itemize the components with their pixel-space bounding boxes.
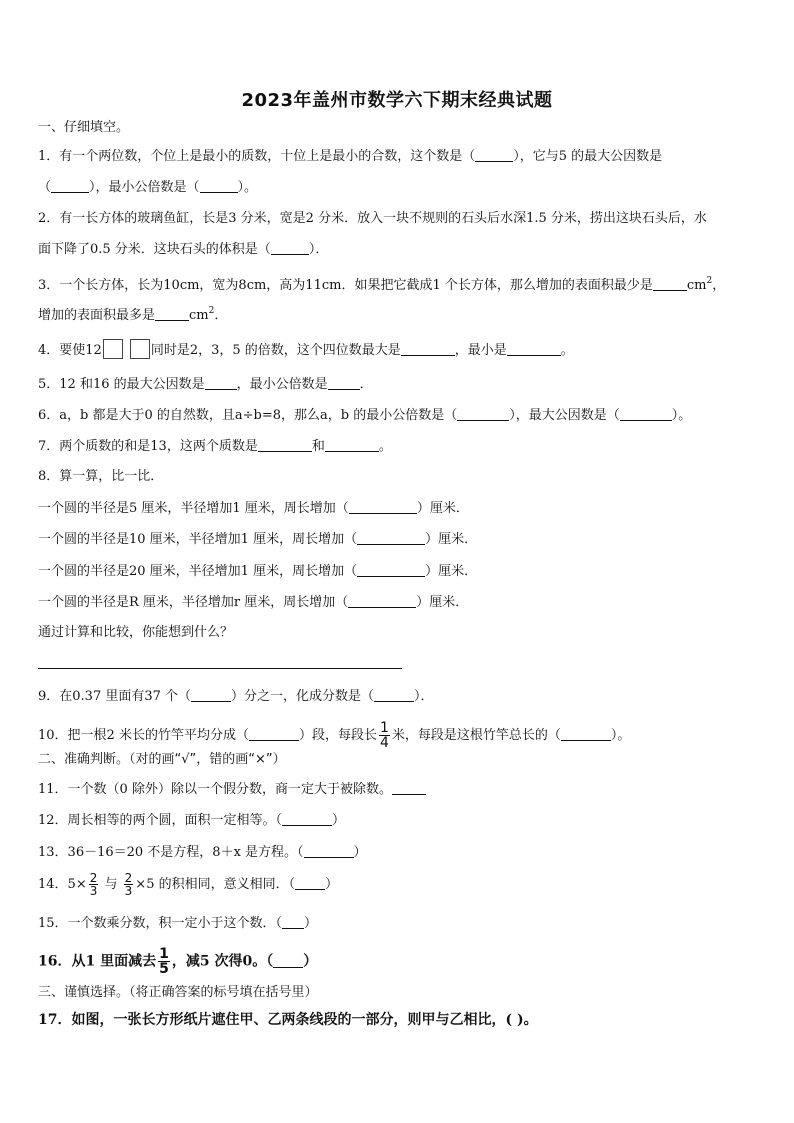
- q13-text-b: ）: [353, 845, 367, 860]
- q8-row-2-end: ）厘米．: [425, 532, 478, 547]
- q11-blank[interactable]: [392, 781, 426, 795]
- q14-fraction-1-numerator: 2: [89, 871, 98, 885]
- q5-text-a: 5．12 和16 的最大公因数是: [38, 377, 205, 392]
- q8-row-2-blank[interactable]: [357, 531, 425, 545]
- q8-answer-line[interactable]: [38, 668, 402, 669]
- question-6: [38, 407, 691, 424]
- question-15: [38, 915, 317, 932]
- question-7: [38, 438, 392, 455]
- q5-blank-1[interactable]: [205, 376, 237, 390]
- q10-text-b: ）段，每段长: [298, 728, 377, 743]
- q4-text-d: 。: [560, 343, 574, 358]
- question-2-line-1: 2．有一长方体的玻璃鱼缸，长是3 分米，宽是2 分米．放入一块不规则的石头后水深1.5 分米，捞出这块石头后，水: [38, 211, 707, 226]
- q12-text-b: ）: [332, 813, 346, 828]
- q4-text-b: 同时是2，3，5 的倍数，这个四位数最大是: [150, 343, 401, 358]
- q3-blank-1[interactable]: [653, 277, 687, 291]
- q8-row-3-end: ）厘米．: [425, 564, 478, 579]
- q14-text-d: ）: [325, 877, 339, 892]
- question-14: [38, 872, 338, 897]
- question-9: [38, 688, 434, 705]
- q16-text-b: ，减5 次得0。（: [171, 953, 274, 970]
- question-10: [38, 721, 630, 750]
- q8-row-3-text: 一个圆的半径是20 厘米，半径增加1 厘米，周长增加（: [38, 564, 358, 579]
- q4-digit-box-1[interactable]: [103, 339, 123, 359]
- q10-text-d: ）。: [610, 728, 631, 743]
- q1-blank-3[interactable]: [200, 179, 238, 193]
- q14-text-b: 与: [104, 877, 118, 892]
- q10-text-c: 米，每段是这根竹竿总长的（: [391, 728, 561, 743]
- q13-blank[interactable]: [304, 844, 354, 858]
- q10-blank-1[interactable]: [249, 727, 299, 741]
- q7-text-a: 7．两个质数的和是13，这两个质数是: [38, 439, 258, 454]
- q10-fraction: [379, 721, 390, 750]
- q1-text-e: ）。: [237, 180, 258, 195]
- q9-blank-1[interactable]: [191, 688, 231, 702]
- q16-fraction-numerator: 1: [159, 946, 169, 962]
- q15-text-a: 15．一个数乘分数，积一定小于这个数．（: [38, 916, 283, 931]
- q2-text-c: ）．: [308, 242, 329, 257]
- q7-blank-2[interactable]: [325, 438, 379, 452]
- q1-text-d: ），最小公倍数是（: [89, 180, 200, 195]
- question-8-row-4: [38, 594, 468, 611]
- q3-end: ．: [214, 308, 228, 323]
- q5-text-b: ，最小公倍数是: [236, 377, 328, 392]
- q8-row-1-end: ）厘米．: [416, 501, 469, 516]
- question-1-line-2: [38, 179, 257, 196]
- q16-text-a: 16．从1 里面减去: [38, 953, 157, 970]
- q3-comma: ，: [712, 278, 726, 293]
- question-8-ask: 通过计算和比较，你能想到什么？: [38, 625, 234, 640]
- q14-fraction-2-numerator: 2: [124, 871, 133, 885]
- q3-unit-2: cm: [189, 308, 209, 323]
- q1-blank-2[interactable]: [51, 179, 89, 193]
- q5-text-c: ．: [359, 377, 373, 392]
- q6-text-b: ），最大公因数是（: [509, 408, 620, 423]
- question-5: [38, 376, 373, 393]
- q6-blank-1[interactable]: [457, 407, 509, 421]
- section-heading-multiple-choice: 三、谨慎选择。（将正确答案的标号填在括号里）: [38, 985, 318, 1000]
- q15-blank[interactable]: [282, 915, 304, 929]
- q12-text-a: 12．周长相等的两个圆，面积一定相等。（: [38, 813, 283, 828]
- q4-text-c: ，最小是: [454, 343, 507, 358]
- q1-text-b: ），它与5 的最大公因数是: [513, 149, 663, 164]
- q15-text-b: ）: [304, 916, 318, 931]
- q1-blank-1[interactable]: [475, 148, 513, 162]
- question-2-line-2: [38, 241, 328, 258]
- question-8-row-3: [38, 563, 477, 580]
- question-3-line-1: [38, 273, 725, 294]
- q8-row-4-end: ）厘米．: [416, 595, 469, 610]
- q7-blank-1[interactable]: [258, 438, 312, 452]
- q4-text-a: 4．要使12: [38, 343, 102, 358]
- q14-fraction-1-denominator: 3: [89, 884, 98, 898]
- question-1-line-1: [38, 148, 662, 165]
- q3-unit-1: cm: [686, 278, 707, 293]
- q16-fraction: [158, 947, 170, 976]
- q16-blank[interactable]: [273, 954, 303, 968]
- section-heading-true-false: 二、准确判断。（对的画“√”，错的画“×”）: [38, 752, 286, 767]
- page-title: 2023年盖州市数学六下期末经典试题: [241, 90, 553, 111]
- q10-fraction-numerator: 1: [379, 720, 389, 736]
- q14-text-c: ×5 的积相同，意义相同．（: [135, 877, 296, 892]
- q8-row-4-text: 一个圆的半径是R 厘米，半径增加r 厘米，周长增加（: [38, 595, 349, 610]
- q6-text-c: ）。: [671, 408, 692, 423]
- q7-text-c: 。: [378, 439, 392, 454]
- question-16: [38, 947, 317, 976]
- q9-text-b: ）分之一，化成分数是（: [231, 689, 375, 704]
- q10-text-a: 10．把一根2 米长的竹竿平均分成（: [38, 728, 249, 743]
- q5-blank-2[interactable]: [328, 376, 360, 390]
- question-8-row-2: [38, 531, 477, 548]
- q14-text-a: 14．5×: [38, 877, 87, 892]
- q11-text: 11．一个数（0 除外）除以一个假分数，商一定大于被除数。: [38, 782, 392, 797]
- question-13: [38, 844, 367, 861]
- q8-row-3-blank[interactable]: [357, 563, 425, 577]
- q6-text-a: 6．a，b 都是大于0 的自然数，且a÷b=8，那么a，b 的最小公倍数是（: [38, 408, 458, 423]
- q13-text-a: 13．36－16＝20 不是方程，8＋x 是方程。（: [38, 845, 304, 860]
- q10-fraction-denominator: 4: [379, 735, 389, 751]
- q12-blank[interactable]: [282, 812, 332, 826]
- q14-fraction-1: [89, 872, 99, 897]
- q14-fraction-2: [124, 872, 134, 897]
- q9-blank-2[interactable]: [374, 688, 414, 702]
- question-3-line-2: [38, 303, 227, 324]
- q4-blank-1[interactable]: [401, 342, 455, 356]
- q10-blank-2[interactable]: [561, 727, 611, 741]
- q9-text-a: 9．在0.37 里面有37 个（: [38, 689, 192, 704]
- q2-text-b: 面下降了0.5 分米．这块石头的体积是（: [38, 242, 271, 257]
- q3-sup-1: 2: [706, 276, 713, 286]
- q14-blank[interactable]: [295, 876, 325, 890]
- q2-blank[interactable]: [271, 241, 309, 255]
- q3-text-b: 增加的表面积最多是: [38, 308, 156, 323]
- q8-row-1-text: 一个圆的半径是5 厘米，半径增加1 厘米，周长增加（: [38, 501, 349, 516]
- q9-text-c: ）．: [414, 689, 434, 704]
- question-4: [38, 339, 574, 359]
- q3-text-a: 3．一个长方体，长为10cm，宽为8cm，高为11cm．如果把它截成1 个长方体，那么增加的表面积最少是: [38, 278, 653, 293]
- q16-fraction-denominator: 5: [159, 961, 169, 977]
- q14-fraction-2-denominator: 3: [124, 884, 133, 898]
- q8-row-2-text: 一个圆的半径是10 厘米，半径增加1 厘米，周长增加（: [38, 532, 358, 547]
- q3-blank-2[interactable]: [155, 307, 189, 321]
- question-8-heading: 8．算一算，比一比．: [38, 469, 164, 484]
- question-17: 17．如图，一张长方形纸片遮住甲、乙两条线段的一部分，则甲与乙相比，( )。: [38, 1012, 538, 1028]
- q1-text-c: （: [38, 180, 52, 195]
- q8-row-1-blank[interactable]: [349, 500, 417, 514]
- q4-digit-box-2[interactable]: [130, 339, 150, 359]
- q1-text-a: 1．有一个两位数，个位上是最小的质数，十位上是最小的合数，这个数是（: [38, 149, 476, 164]
- q6-blank-2[interactable]: [620, 407, 672, 421]
- question-12: [38, 812, 345, 829]
- q3-sup-2: 2: [208, 306, 215, 316]
- question-8-row-1: [38, 500, 469, 517]
- section-heading-fill-blank: 一、仔细填空。: [38, 120, 130, 135]
- q4-blank-2[interactable]: [507, 342, 561, 356]
- question-11: [38, 781, 426, 798]
- q8-row-4-blank[interactable]: [348, 594, 416, 608]
- q7-text-b: 和: [311, 439, 325, 454]
- q16-text-c: ）: [303, 953, 318, 970]
